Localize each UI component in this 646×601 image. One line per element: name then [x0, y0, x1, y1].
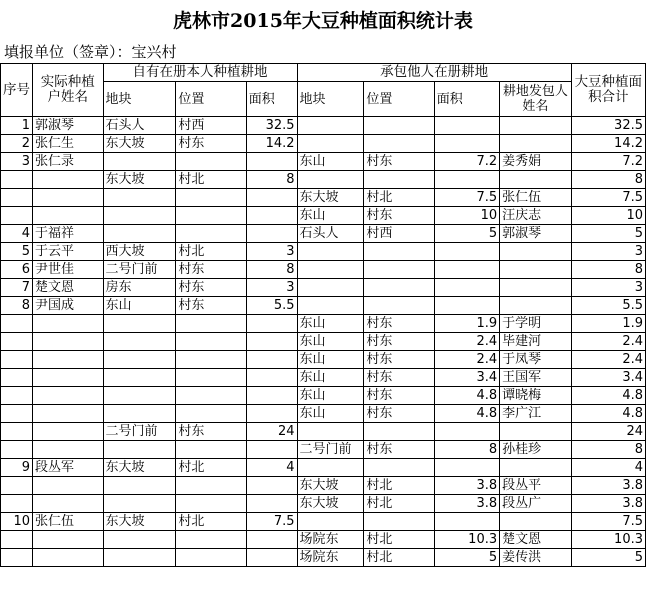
- cell-con-area[interactable]: [434, 261, 499, 279]
- cell-seq[interactable]: [1, 495, 33, 513]
- cell-con-owner[interactable]: [500, 459, 572, 477]
- cell-seq[interactable]: 6: [1, 261, 33, 279]
- cell-own-area[interactable]: 5.5: [246, 297, 297, 315]
- cell-own-location[interactable]: [176, 387, 246, 405]
- cell-con-plot[interactable]: [297, 279, 364, 297]
- cell-own-location[interactable]: [176, 315, 246, 333]
- cell-con-location[interactable]: 村北: [364, 189, 434, 207]
- cell-own-location[interactable]: 村东: [176, 135, 246, 153]
- cell-own-plot[interactable]: 房东: [103, 279, 176, 297]
- cell-con-location[interactable]: 村东: [364, 441, 434, 459]
- cell-con-area[interactable]: 2.4: [434, 351, 499, 369]
- cell-con-plot[interactable]: [297, 171, 364, 189]
- cell-total[interactable]: 10.3: [571, 531, 645, 549]
- cell-seq[interactable]: 5: [1, 243, 33, 261]
- cell-con-owner[interactable]: 李广江: [500, 405, 572, 423]
- cell-con-plot[interactable]: 东山: [297, 351, 364, 369]
- cell-con-owner[interactable]: 孙桂珍: [500, 441, 572, 459]
- cell-con-location[interactable]: [364, 423, 434, 441]
- cell-grower-name[interactable]: 于云平: [33, 243, 104, 261]
- cell-con-area[interactable]: 4.8: [434, 387, 499, 405]
- cell-own-location[interactable]: [176, 549, 246, 567]
- cell-con-location[interactable]: 村东: [364, 387, 434, 405]
- cell-con-area[interactable]: [434, 297, 499, 315]
- cell-grower-name[interactable]: [33, 405, 104, 423]
- cell-grower-name[interactable]: [33, 549, 104, 567]
- table-row: [1, 171, 646, 189]
- cell-own-location[interactable]: 村北: [176, 243, 246, 261]
- cell-own-area[interactable]: 24: [246, 423, 297, 441]
- cell-grower-name[interactable]: [33, 369, 104, 387]
- cell-own-plot[interactable]: 二号门前: [103, 261, 176, 279]
- cell-own-location[interactable]: 村东: [176, 297, 246, 315]
- cell-grower-name[interactable]: 郭淑琴: [33, 117, 104, 135]
- cell-own-area[interactable]: [246, 387, 297, 405]
- cell-con-area[interactable]: [434, 513, 499, 531]
- header-con-area: 面积: [434, 82, 499, 117]
- cell-con-plot[interactable]: 东大坡: [297, 477, 364, 495]
- cell-con-area[interactable]: 7.2: [434, 153, 499, 171]
- cell-own-location[interactable]: [176, 351, 246, 369]
- cell-own-area[interactable]: [246, 315, 297, 333]
- cell-grower-name[interactable]: [33, 495, 104, 513]
- cell-own-area[interactable]: [246, 225, 297, 243]
- table-row: [1, 477, 646, 495]
- cell-own-area[interactable]: 8: [246, 261, 297, 279]
- cell-own-area[interactable]: [246, 531, 297, 549]
- cell-total[interactable]: 3.8: [571, 477, 645, 495]
- cell-seq[interactable]: [1, 531, 33, 549]
- cell-con-owner[interactable]: [500, 297, 572, 315]
- cell-own-area[interactable]: [246, 153, 297, 171]
- cell-grower-name[interactable]: 段丛军: [33, 459, 104, 477]
- cell-grower-name[interactable]: [33, 351, 104, 369]
- table-row: [1, 531, 646, 549]
- cell-con-location[interactable]: 村东: [364, 351, 434, 369]
- cell-seq[interactable]: [1, 387, 33, 405]
- cell-own-location[interactable]: [176, 441, 246, 459]
- table-row: [1, 189, 646, 207]
- cell-own-plot[interactable]: 东大坡: [103, 135, 176, 153]
- table-row: [1, 297, 646, 315]
- cell-con-location[interactable]: 村北: [364, 549, 434, 567]
- cell-con-location[interactable]: [364, 261, 434, 279]
- cell-own-location[interactable]: [176, 333, 246, 351]
- cell-own-area[interactable]: [246, 207, 297, 225]
- table-row: [1, 207, 646, 225]
- cell-seq[interactable]: [1, 369, 33, 387]
- table-row: [1, 153, 646, 171]
- cell-seq[interactable]: [1, 315, 33, 333]
- cell-con-plot[interactable]: 东山: [297, 333, 364, 351]
- cell-con-plot[interactable]: 石头人: [297, 225, 364, 243]
- cell-con-location[interactable]: [364, 297, 434, 315]
- cell-seq[interactable]: [1, 549, 33, 567]
- cell-total[interactable]: 4.8: [571, 405, 645, 423]
- table-row: [1, 513, 646, 531]
- cell-own-location[interactable]: 村北: [176, 171, 246, 189]
- cell-grower-name[interactable]: [33, 387, 104, 405]
- cell-total[interactable]: 24: [571, 423, 645, 441]
- cell-seq[interactable]: 4: [1, 225, 33, 243]
- cell-con-owner[interactable]: [500, 171, 572, 189]
- cell-con-owner[interactable]: [500, 423, 572, 441]
- cell-total[interactable]: 14.2: [571, 135, 645, 153]
- cell-con-plot[interactable]: [297, 135, 364, 153]
- cell-seq[interactable]: [1, 189, 33, 207]
- table-row: [1, 279, 646, 297]
- cell-own-plot[interactable]: [103, 369, 176, 387]
- cell-total[interactable]: 5: [571, 225, 645, 243]
- cell-con-plot[interactable]: [297, 513, 364, 531]
- cell-con-owner[interactable]: 汪庆志: [500, 207, 572, 225]
- cell-own-area[interactable]: [246, 369, 297, 387]
- cell-own-plot[interactable]: [103, 225, 176, 243]
- cell-own-area[interactable]: 32.5: [246, 117, 297, 135]
- cell-con-owner[interactable]: 姜秀娟: [500, 153, 572, 171]
- cell-con-owner[interactable]: 王国军: [500, 369, 572, 387]
- cell-own-plot[interactable]: [103, 207, 176, 225]
- header-own-group: 自有在册本人种植耕地: [103, 64, 297, 82]
- header-total: 大豆种植面积合计: [571, 64, 645, 117]
- cell-total[interactable]: 7.2: [571, 153, 645, 171]
- cell-seq[interactable]: [1, 405, 33, 423]
- cell-seq[interactable]: [1, 423, 33, 441]
- cell-con-owner[interactable]: 姜传洪: [500, 549, 572, 567]
- cell-con-owner[interactable]: 毕建河: [500, 333, 572, 351]
- cell-con-plot[interactable]: [297, 297, 364, 315]
- cell-own-plot[interactable]: 东大坡: [103, 171, 176, 189]
- cell-con-area[interactable]: 7.5: [434, 189, 499, 207]
- cell-seq[interactable]: 2: [1, 135, 33, 153]
- cell-own-plot[interactable]: [103, 189, 176, 207]
- table-row: [1, 405, 646, 423]
- header-name: 实际种植户姓名: [33, 64, 104, 117]
- header-con-owner: 耕地发包人姓名: [500, 82, 572, 117]
- cell-grower-name[interactable]: [33, 477, 104, 495]
- cell-own-location[interactable]: 村东: [176, 261, 246, 279]
- cell-grower-name[interactable]: 尹世佳: [33, 261, 104, 279]
- cell-own-location[interactable]: 村东: [176, 423, 246, 441]
- cell-own-plot[interactable]: [103, 549, 176, 567]
- cell-con-location[interactable]: [364, 243, 434, 261]
- cell-seq[interactable]: [1, 351, 33, 369]
- cell-own-plot[interactable]: 西大坡: [103, 243, 176, 261]
- cell-own-area[interactable]: [246, 477, 297, 495]
- cell-total[interactable]: 5: [571, 549, 645, 567]
- cell-con-area[interactable]: [434, 135, 499, 153]
- cell-total[interactable]: 2.4: [571, 333, 645, 351]
- cell-con-owner[interactable]: 段丛广: [500, 495, 572, 513]
- cell-con-owner[interactable]: 张仁伍: [500, 189, 572, 207]
- cell-own-area[interactable]: 4: [246, 459, 297, 477]
- cell-own-area[interactable]: [246, 405, 297, 423]
- cell-con-location[interactable]: 村东: [364, 369, 434, 387]
- table-row: [1, 495, 646, 513]
- cell-con-location[interactable]: [364, 117, 434, 135]
- cell-own-area[interactable]: [246, 333, 297, 351]
- cell-own-location[interactable]: 村北: [176, 513, 246, 531]
- cell-grower-name[interactable]: [33, 531, 104, 549]
- cell-grower-name[interactable]: [33, 171, 104, 189]
- cell-grower-name[interactable]: 尹国成: [33, 297, 104, 315]
- cell-own-area[interactable]: [246, 351, 297, 369]
- cell-total[interactable]: 8: [571, 441, 645, 459]
- cell-con-owner[interactable]: 谭晓梅: [500, 387, 572, 405]
- cell-con-owner[interactable]: [500, 279, 572, 297]
- cell-own-area[interactable]: [246, 495, 297, 513]
- cell-own-plot[interactable]: [103, 387, 176, 405]
- cell-own-area[interactable]: [246, 441, 297, 459]
- cell-own-location[interactable]: 村东: [176, 279, 246, 297]
- cell-seq[interactable]: 8: [1, 297, 33, 315]
- cell-total[interactable]: 2.4: [571, 351, 645, 369]
- cell-grower-name[interactable]: 楚文恩: [33, 279, 104, 297]
- cell-con-owner[interactable]: 楚文恩: [500, 531, 572, 549]
- cell-own-location[interactable]: [176, 225, 246, 243]
- cell-con-owner[interactable]: [500, 261, 572, 279]
- table-row: [1, 351, 646, 369]
- cell-con-area[interactable]: 1.9: [434, 315, 499, 333]
- cell-con-area[interactable]: [434, 117, 499, 135]
- cell-seq[interactable]: [1, 477, 33, 495]
- table-row: [1, 225, 646, 243]
- cell-total[interactable]: 8: [571, 171, 645, 189]
- cell-con-location[interactable]: 村北: [364, 477, 434, 495]
- cell-grower-name[interactable]: 张仁伍: [33, 513, 104, 531]
- cell-own-location[interactable]: [176, 477, 246, 495]
- cell-total[interactable]: 1.9: [571, 315, 645, 333]
- table-row: [1, 243, 646, 261]
- cell-own-plot[interactable]: [103, 495, 176, 513]
- cell-own-location[interactable]: [176, 153, 246, 171]
- cell-grower-name[interactable]: 张仁生: [33, 135, 104, 153]
- cell-total[interactable]: 4: [571, 459, 645, 477]
- cell-con-area[interactable]: 8: [434, 441, 499, 459]
- cell-grower-name[interactable]: [33, 441, 104, 459]
- cell-seq[interactable]: [1, 171, 33, 189]
- cell-con-plot[interactable]: 东大坡: [297, 495, 364, 513]
- header-own-area: 面积: [246, 82, 297, 117]
- cell-con-area[interactable]: 3.4: [434, 369, 499, 387]
- cell-seq[interactable]: [1, 333, 33, 351]
- cell-con-plot[interactable]: 东山: [297, 369, 364, 387]
- cell-con-plot[interactable]: 二号门前: [297, 441, 364, 459]
- cell-con-plot[interactable]: 场院东: [297, 549, 364, 567]
- cell-own-plot[interactable]: 东大坡: [103, 459, 176, 477]
- cell-own-plot[interactable]: [103, 531, 176, 549]
- cell-con-plot[interactable]: 东山: [297, 207, 364, 225]
- cell-con-area[interactable]: [434, 279, 499, 297]
- cell-con-area[interactable]: [434, 459, 499, 477]
- cell-con-location[interactable]: 村东: [364, 333, 434, 351]
- cell-total[interactable]: 4.8: [571, 387, 645, 405]
- cell-own-plot[interactable]: [103, 405, 176, 423]
- cell-con-plot[interactable]: [297, 261, 364, 279]
- cell-own-area[interactable]: [246, 189, 297, 207]
- cell-con-owner[interactable]: 段丛平: [500, 477, 572, 495]
- cell-own-plot[interactable]: 二号门前: [103, 423, 176, 441]
- table-row: [1, 369, 646, 387]
- table-row: [1, 261, 646, 279]
- cell-own-plot[interactable]: [103, 477, 176, 495]
- table-row: [1, 333, 646, 351]
- table-row: [1, 117, 646, 135]
- soybean-area-table: [0, 63, 646, 567]
- cell-con-owner[interactable]: 郭淑琴: [500, 225, 572, 243]
- cell-own-location[interactable]: [176, 189, 246, 207]
- cell-con-area[interactable]: 3.8: [434, 495, 499, 513]
- cell-con-area[interactable]: 10: [434, 207, 499, 225]
- cell-own-location[interactable]: [176, 405, 246, 423]
- table-row: [1, 423, 646, 441]
- cell-con-plot[interactable]: [297, 243, 364, 261]
- cell-con-location[interactable]: [364, 513, 434, 531]
- cell-con-area[interactable]: 3.8: [434, 477, 499, 495]
- table-row: [1, 441, 646, 459]
- cell-con-plot[interactable]: [297, 459, 364, 477]
- cell-own-plot[interactable]: [103, 333, 176, 351]
- cell-con-plot[interactable]: 东山: [297, 153, 364, 171]
- cell-con-location[interactable]: [364, 279, 434, 297]
- cell-own-plot[interactable]: [103, 441, 176, 459]
- cell-con-location[interactable]: 村东: [364, 153, 434, 171]
- cell-con-location[interactable]: 村北: [364, 531, 434, 549]
- cell-con-area[interactable]: 5: [434, 549, 499, 567]
- header-con-location: 位置: [364, 82, 434, 117]
- header-seq: 序号: [1, 64, 33, 117]
- cell-own-location[interactable]: [176, 369, 246, 387]
- cell-grower-name[interactable]: [33, 207, 104, 225]
- reporting-unit: 填报单位（签章）：宝兴村: [4, 43, 177, 61]
- cell-con-owner[interactable]: [500, 117, 572, 135]
- cell-own-location[interactable]: [176, 495, 246, 513]
- cell-total[interactable]: 7.5: [571, 513, 645, 531]
- cell-total[interactable]: 32.5: [571, 117, 645, 135]
- table-row: [1, 387, 646, 405]
- cell-con-location[interactable]: [364, 135, 434, 153]
- table-row: [1, 315, 646, 333]
- cell-con-location[interactable]: [364, 171, 434, 189]
- cell-seq[interactable]: 3: [1, 153, 33, 171]
- cell-own-location[interactable]: 村西: [176, 117, 246, 135]
- cell-seq[interactable]: 1: [1, 117, 33, 135]
- table-row: [1, 135, 646, 153]
- cell-own-plot[interactable]: 东大坡: [103, 513, 176, 531]
- cell-con-area[interactable]: 5: [434, 225, 499, 243]
- cell-own-location[interactable]: [176, 207, 246, 225]
- cell-total[interactable]: 7.5: [571, 189, 645, 207]
- cell-total[interactable]: 3.4: [571, 369, 645, 387]
- cell-own-plot[interactable]: [103, 315, 176, 333]
- cell-con-location[interactable]: 村西: [364, 225, 434, 243]
- cell-con-owner[interactable]: [500, 135, 572, 153]
- cell-con-area[interactable]: 10.3: [434, 531, 499, 549]
- cell-seq[interactable]: 9: [1, 459, 33, 477]
- cell-con-location[interactable]: 村东: [364, 405, 434, 423]
- cell-total[interactable]: 8: [571, 261, 645, 279]
- cell-total[interactable]: 3.8: [571, 495, 645, 513]
- cell-con-area[interactable]: 4.8: [434, 405, 499, 423]
- header-contract-group: 承包他人在册耕地: [297, 64, 571, 82]
- header-own-plot: 地块: [103, 82, 176, 117]
- cell-grower-name[interactable]: [33, 333, 104, 351]
- cell-total[interactable]: 3: [571, 279, 645, 297]
- cell-con-plot[interactable]: 东大坡: [297, 189, 364, 207]
- cell-con-location[interactable]: [364, 459, 434, 477]
- cell-con-location[interactable]: 村东: [364, 315, 434, 333]
- cell-grower-name[interactable]: 张仁录: [33, 153, 104, 171]
- cell-con-plot[interactable]: [297, 117, 364, 135]
- cell-con-owner[interactable]: 于凤琴: [500, 351, 572, 369]
- cell-con-plot[interactable]: 东山: [297, 387, 364, 405]
- cell-own-location[interactable]: 村北: [176, 459, 246, 477]
- cell-con-owner[interactable]: [500, 513, 572, 531]
- cell-grower-name[interactable]: [33, 315, 104, 333]
- cell-con-plot[interactable]: 场院东: [297, 531, 364, 549]
- cell-con-location[interactable]: 村东: [364, 207, 434, 225]
- cell-own-area[interactable]: 8: [246, 171, 297, 189]
- cell-grower-name[interactable]: 于福祥: [33, 225, 104, 243]
- table-row: [1, 459, 646, 477]
- cell-own-location[interactable]: [176, 531, 246, 549]
- cell-con-plot[interactable]: 东山: [297, 405, 364, 423]
- header-con-plot: 地块: [297, 82, 364, 117]
- cell-seq[interactable]: [1, 441, 33, 459]
- cell-own-plot[interactable]: [103, 351, 176, 369]
- cell-own-plot[interactable]: 石头人: [103, 117, 176, 135]
- cell-con-location[interactable]: 村北: [364, 495, 434, 513]
- cell-total[interactable]: 5.5: [571, 297, 645, 315]
- sheet-title: 虎林市2015年大豆种植面积统计表: [173, 10, 473, 32]
- cell-total[interactable]: 3: [571, 243, 645, 261]
- cell-total[interactable]: 10: [571, 207, 645, 225]
- cell-own-plot[interactable]: 东山: [103, 297, 176, 315]
- cell-seq[interactable]: 10: [1, 513, 33, 531]
- cell-con-area[interactable]: 2.4: [434, 333, 499, 351]
- cell-seq[interactable]: [1, 207, 33, 225]
- cell-con-area[interactable]: [434, 243, 499, 261]
- header-own-location: 位置: [176, 82, 246, 117]
- cell-con-area[interactable]: [434, 171, 499, 189]
- cell-con-area[interactable]: [434, 423, 499, 441]
- cell-own-area[interactable]: [246, 549, 297, 567]
- table-row: [1, 549, 646, 567]
- cell-own-area[interactable]: 3: [246, 279, 297, 297]
- cell-own-area[interactable]: 14.2: [246, 135, 297, 153]
- cell-own-area[interactable]: 3: [246, 243, 297, 261]
- cell-seq[interactable]: 7: [1, 279, 33, 297]
- cell-con-owner[interactable]: 于学明: [500, 315, 572, 333]
- cell-con-plot[interactable]: 东山: [297, 315, 364, 333]
- cell-con-owner[interactable]: [500, 243, 572, 261]
- cell-grower-name[interactable]: [33, 189, 104, 207]
- cell-own-area[interactable]: 7.5: [246, 513, 297, 531]
- cell-con-plot[interactable]: [297, 423, 364, 441]
- cell-grower-name[interactable]: [33, 423, 104, 441]
- cell-own-plot[interactable]: [103, 153, 176, 171]
